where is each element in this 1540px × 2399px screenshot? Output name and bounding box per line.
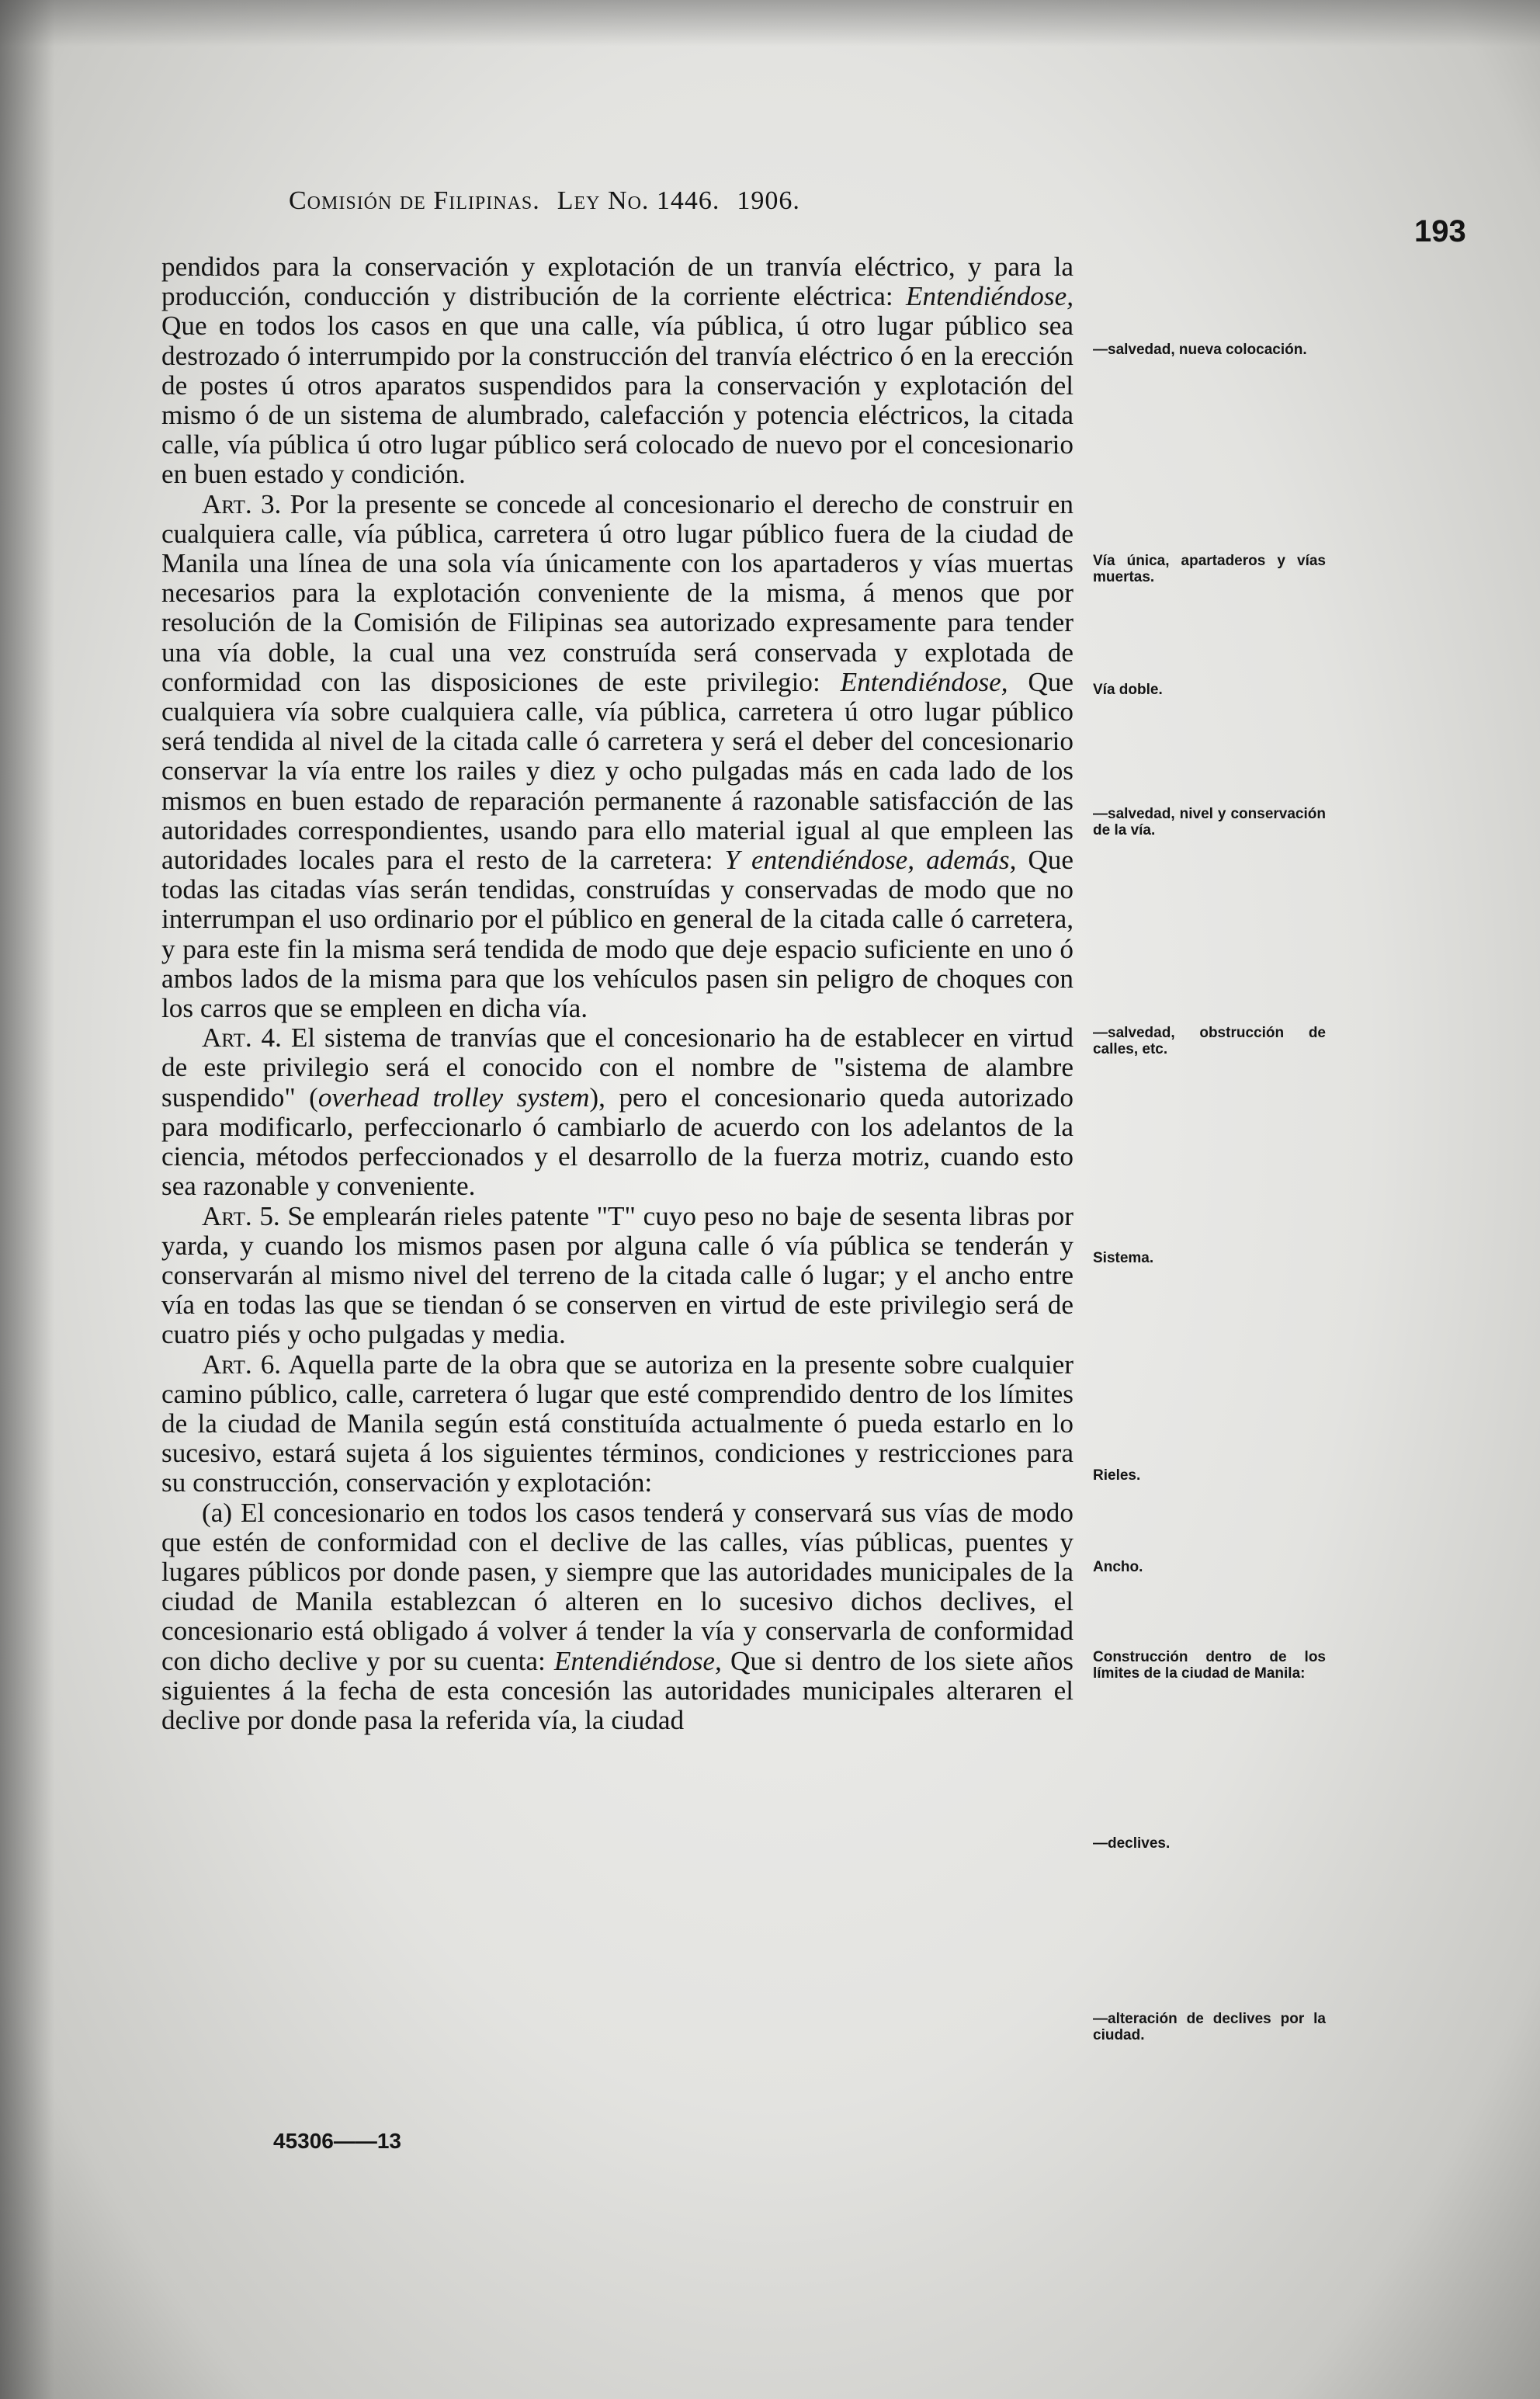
page-number: 193 xyxy=(1414,214,1466,248)
margin-note: —salvedad, nivel y conservación de la vía. xyxy=(1093,806,1326,838)
header-law: Ley No. 1446. xyxy=(557,186,720,215)
margin-note: Ancho. xyxy=(1093,1559,1143,1575)
margin-note: Rieles. xyxy=(1093,1467,1141,1484)
margin-note: Construcción dentro de los límites de la ciudad de Manila: xyxy=(1093,1649,1326,1682)
paragraph-continuation: pendidos para la conservación y explotación de un tranvía eléctrico, y para la producción, conducción y distribución de la corriente eléctrica: Entendiéndose, Que en todos los casos en que una calle, vía pública, ú otro lugar público sea destrozado ó interrumpido por la construcción del tranvía eléctrico ó en la erección de postes ú otros aparatos suspendidos para la conservación y explotación del mismo ó de un sistema de alumbrado, calefacción y potencia eléctricos, la citada calle, vía pública ú otro lugar público será colocado de nuevo por el concesionario en buen estado y condición. xyxy=(161,252,1073,490)
article-5: Art. 5. Se emplearán rieles patente "T" cuyo peso no baje de sesenta libras por yarda, y cuando los mismos pasen por alguna calle ó vía pública se tenderán y conservarán al mismo nivel del terreno de la citada calle ó lugar; y el ancho entre vía en todas las que se tiendan ó se conserven en virtud de este privilegio será de cuatro piés y ocho pulgadas y media. xyxy=(161,1200,1073,1350)
margin-note: —salvedad, nueva colocación. xyxy=(1093,342,1307,358)
scan-shadow-top xyxy=(0,0,1540,47)
article-6-a: (a) El concesionario en todos los casos tenderá y conservará sus vías de modo que estén de conformidad con el declive de las calles, vías públicas, puentes y lugares públicos por donde pasen, y siempre que las autoridades municipales de la ciudad de Manila establezcan ó alteren en lo sucesivo dichos declives, el concesionario está obligado á volver á tender la vía y conservarla de conformidad con dicho declive y por su cuenta: Entendiéndose, Que si dentro de los siete años siguientes á la fecha de esta concesión las autoridades municipales alteraren el declive por donde pasa la referida vía, la ciudad xyxy=(161,1497,1073,1735)
scan-shadow-left xyxy=(0,0,54,2399)
article-3: Art. 3. Por la presente se concede al concesionario el derecho de construir en cualquiera calle, vía pública, carretera ú otro lugar público fuera de la ciudad de Manila una línea de una sola vía únicamente con los apartaderos y vías muertas necesarios para la explotación conveniente de la misma, á menos que por resolución de la Comisión de Filipinas sea autorizado expresamente para tender una vía doble, la cual una vez construída será conservada y explotada de conformidad con las disposiciones de este privilegio: Entendiéndose, Que cualquiera vía sobre cualquiera calle, vía pública, carretera ú otro lugar público será tendida al nivel de la citada calle ó carretera y será el deber del concesionario conservar la vía entre los railes y diez y ocho pulgadas más en cada lado de los mismos en buen estado de reparación permanente á razonable satisfacción de las autoridades correspondientes, usando para ello material igual al que empleen las autoridades locales para el resto de la carretera: Y entendiéndose, además, Que todas las citadas vías serán tendidas, construídas y conservadas de modo que no interrumpan el uso ordinario por el público en general de la citada calle ó carretera, y para este fin la misma será tendida de modo que deje espacio suficiente en uno ó ambos lados de la misma para que los vehículos pasen sin peligro de choques con los carros que se empleen en dicha vía. xyxy=(161,488,1073,1024)
margin-note: —salvedad, obstrucción de calles, etc. xyxy=(1093,1025,1326,1057)
margin-note: —alteración de declives por la ciudad. xyxy=(1093,2011,1326,2043)
running-header xyxy=(289,186,800,216)
margin-note: —declives. xyxy=(1093,1835,1171,1852)
article-4-label: Art. 4. xyxy=(202,1022,282,1054)
body-text xyxy=(161,252,1073,1735)
article-5-label: Art. 5. xyxy=(202,1200,280,1231)
margin-note: Vía doble. xyxy=(1093,682,1163,698)
article-6: Art. 6. Aquella parte de la obra que se autoriza en la presente sobre cualquier camino público, calle, carretera ó lugar que esté comprendido dentro de los límites de la ciudad de Manila según está constituída actualmente ó pueda estarlo en lo sucesivo, estará sujeta á los siguientes términos, condiciones y restricciones para su construcción, conservación y explotación: xyxy=(161,1349,1073,1498)
header-year: 1906. xyxy=(737,186,800,215)
header-commission: Comisión de Filipinas. xyxy=(289,186,540,215)
margin-note: Vía única, apartaderos y vías muertas. xyxy=(1093,553,1326,585)
article-6-label: Art. 6. xyxy=(202,1349,282,1380)
margin-note: Sistema. xyxy=(1093,1250,1154,1266)
article-6-a-label: (a) xyxy=(202,1497,233,1528)
signature-mark: 45306——13 xyxy=(273,2129,402,2153)
article-3-label: Art. 3. xyxy=(202,488,282,519)
article-4: Art. 4. El sistema de tranvías que el concesionario ha de establecer en virtud de este privilegio será el conocido con el nombre de "sistema de alambre suspendido" (overhead trolley system), pero el concesionario queda autorizado para modificarlo, perfeccionarlo ó cambiarlo de acuerdo con los adelantos de la ciencia, métodos perfeccionados y el desarrollo de la fuerza motriz, cuando esto sea razonable y conveniente. xyxy=(161,1022,1073,1202)
